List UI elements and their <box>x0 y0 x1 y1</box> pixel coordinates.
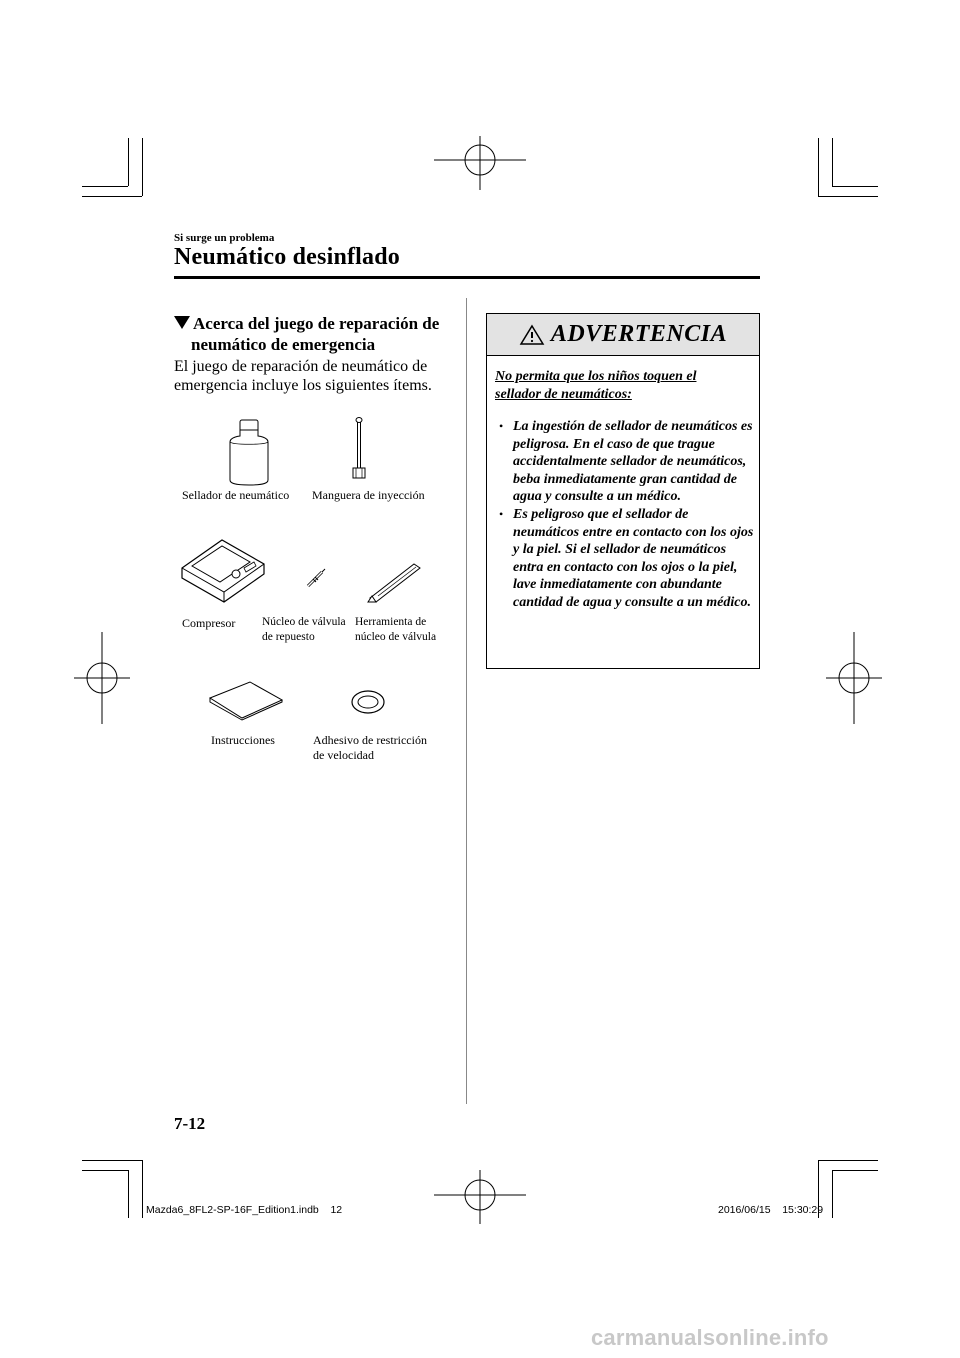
warning-intro <box>495 368 753 403</box>
caption-speed-sticker <box>313 733 427 763</box>
caption-speed-sticker-line1: Adhesivo de restricción <box>313 733 427 747</box>
warning-item <box>495 506 755 612</box>
bullet-icon: • <box>499 419 504 433</box>
caption-instructions: Instrucciones <box>211 733 275 747</box>
warning-item-text: La ingestión de sellador de neumáticos es peligrosa. En el caso de que trague accidentalmente sellador de neumáticos, beba inmediatamente gran cantidad de agua y consulte a un médico. <box>513 419 753 505</box>
intro-line2: emergencia incluye los siguientes ítems. <box>174 377 432 394</box>
warning-box <box>486 313 760 669</box>
registration-target-bottom <box>434 1170 526 1224</box>
footer-file: Mazda6_8FL2-SP-16F_Edition1.indb 12 <box>146 1204 343 1216</box>
injection-hose-illustration <box>348 416 370 482</box>
bullet-icon: • <box>499 506 504 521</box>
sealant-bottle-illustration <box>226 418 272 486</box>
column-divider <box>466 298 467 1104</box>
triangle-down-icon <box>174 316 190 329</box>
caption-speed-sticker-line2: de velocidad <box>313 748 374 762</box>
caption-sealant: Sellador de neumático <box>182 488 290 502</box>
warning-item <box>495 418 755 506</box>
intro-paragraph <box>174 357 459 395</box>
warning-intro-line1: No permita que los niños toquen el <box>495 369 697 384</box>
valve-core-tool-illustration <box>366 556 424 606</box>
page-number: 7-12 <box>174 1114 206 1133</box>
warning-triangle-icon <box>519 324 545 346</box>
subsection-heading <box>174 313 449 355</box>
caption-valve-core-line2: de repuesto <box>262 631 315 643</box>
footer-timestamp: 2016/06/15 15:30:29 <box>718 1204 824 1216</box>
watermark: carmanualsonline.info <box>591 1325 829 1350</box>
warning-title: ADVERTENCIA <box>550 321 728 347</box>
caption-compressor: Compresor <box>182 616 236 630</box>
page-title: Neumático desinflado <box>174 244 400 270</box>
intro-line1: El juego de reparación de neumático de <box>174 358 428 375</box>
warning-header <box>487 314 759 356</box>
warning-intro-line2: sellador de neumáticos: <box>495 386 632 402</box>
registration-target-left <box>74 632 130 724</box>
header-rule <box>174 276 760 279</box>
section-label: Si surge un problema <box>174 232 275 244</box>
speed-sticker-illustration <box>350 688 386 716</box>
subsection-title-line1: Acerca del juego de reparación de <box>193 314 440 333</box>
caption-valve-tool-line1: Herramienta de <box>355 616 427 628</box>
subsection-title-line2: neumático de emergencia <box>191 335 376 354</box>
caption-valve-core <box>262 615 346 645</box>
registration-target-top <box>434 136 526 190</box>
caption-valve-tool-line2: núcleo de válvula <box>355 631 437 643</box>
caption-valve-core-line1: Núcleo de válvula <box>262 616 346 628</box>
caption-valve-tool <box>355 615 436 645</box>
warning-item-text: Es peligroso que el sellador de neumáticos entre en contacto con los ojos y la piel. Si el sellador de neumáticos entra en contacto con los ojos o la piel, lave inmediatamente con abundante cantidad de agua y consulte a un médico. <box>513 506 754 610</box>
compressor-illustration <box>178 538 268 604</box>
warning-list <box>495 418 755 612</box>
caption-hose: Manguera de inyección <box>312 488 425 502</box>
registration-target-right <box>826 632 882 724</box>
instructions-booklet-illustration <box>208 680 284 722</box>
valve-core-illustration <box>304 566 328 590</box>
